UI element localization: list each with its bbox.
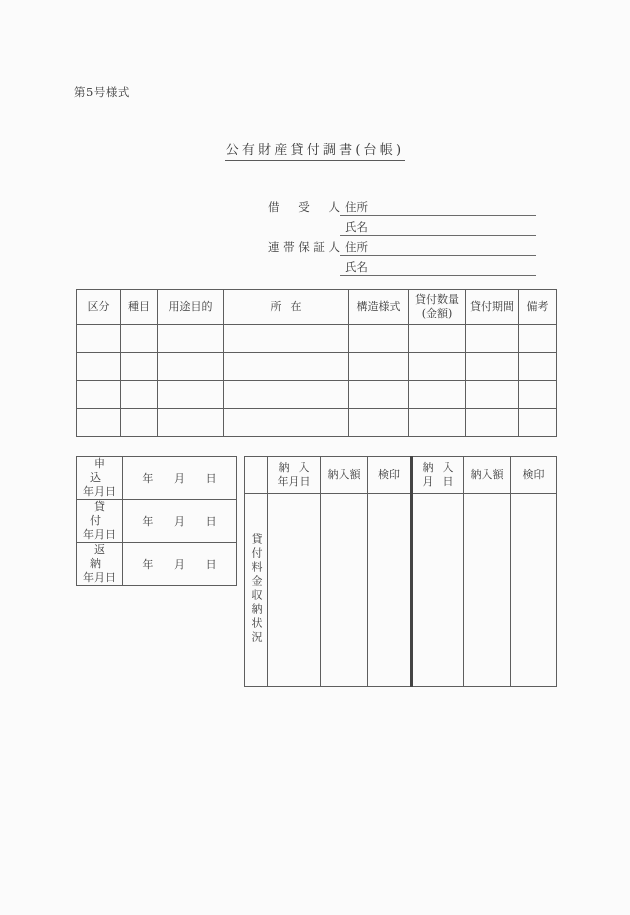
guarantor-name-label: 氏名	[345, 260, 368, 274]
cell-remarks[interactable]	[519, 325, 557, 353]
dates-label-application-line2: 年月日	[83, 485, 116, 498]
cell-purpose[interactable]	[158, 409, 224, 437]
cell-purpose[interactable]	[158, 325, 224, 353]
cell-period[interactable]	[466, 381, 519, 409]
column-header-payment-seal-a: 検印	[368, 457, 412, 494]
ymd-return-day: 日	[205, 558, 217, 571]
ymd-lending-month: 月	[173, 515, 185, 528]
column-header-payment-date-b-line1: 納入	[422, 461, 463, 474]
form-number: 第5号様式	[74, 85, 130, 99]
cell-payment-amount-a[interactable]	[321, 494, 368, 687]
column-header-payment-amount-b: 納入額	[464, 457, 511, 494]
ymd-application-year: 年	[142, 472, 154, 485]
column-header-purpose: 用途目的	[158, 290, 224, 325]
cell-period[interactable]	[466, 325, 519, 353]
column-header-payment-seal-b: 検印	[511, 457, 557, 494]
cell-purpose[interactable]	[158, 381, 224, 409]
cell-payment-seal-b[interactable]	[511, 494, 557, 687]
cell-payment-date-b[interactable]	[412, 494, 464, 687]
payments-table-header-row	[245, 457, 557, 494]
ymd-application	[123, 470, 236, 486]
property-table-header-row	[77, 290, 557, 325]
column-header-payment-date-b	[412, 457, 464, 494]
parties-section	[268, 196, 536, 276]
party-row-borrower-name	[268, 216, 536, 236]
ymd-application-day: 日	[205, 472, 217, 485]
payments-side-label: 貸付料金収納状況	[250, 532, 263, 645]
guarantor-address-field[interactable]	[340, 237, 536, 256]
borrower-name-label: 氏名	[345, 220, 368, 234]
table-row	[77, 409, 557, 437]
dates-label-application	[77, 457, 123, 500]
ymd-return	[123, 556, 236, 572]
column-header-remarks: 備考	[519, 290, 557, 325]
cell-period[interactable]	[466, 409, 519, 437]
payments-side-header-spacer	[245, 457, 268, 494]
dates-label-lending-text	[77, 500, 122, 542]
guarantor-address-label: 住所	[345, 240, 368, 254]
dates-row-return	[77, 543, 237, 586]
column-header-payment-date-a-line1: 納入	[278, 461, 319, 474]
cell-location[interactable]	[224, 325, 349, 353]
column-header-quantity-line1: 貸付数量	[415, 293, 459, 306]
dates-label-return-text	[77, 543, 122, 585]
column-header-location-text: 所在	[270, 300, 311, 313]
guarantor-name-field[interactable]	[340, 257, 536, 276]
dates-label-lending-line1: 貸付	[90, 500, 113, 527]
column-header-category: 区分	[77, 290, 121, 325]
payments-side-label-cell	[245, 494, 268, 687]
borrower-address-label: 住所	[345, 200, 368, 214]
dates-label-application-line1: 申込	[90, 457, 113, 484]
ymd-lending	[123, 513, 236, 529]
column-header-structure: 構造様式	[349, 290, 409, 325]
party-row-borrower-address	[268, 196, 536, 216]
borrower-address-field[interactable]	[340, 197, 536, 216]
cell-item-type[interactable]	[121, 353, 158, 381]
dates-value-return[interactable]	[123, 543, 237, 586]
dates-value-lending[interactable]	[123, 500, 237, 543]
cell-structure[interactable]	[349, 353, 409, 381]
cell-item-type[interactable]	[121, 381, 158, 409]
table-row	[77, 325, 557, 353]
ymd-lending-day: 日	[205, 515, 217, 528]
cell-quantity[interactable]	[409, 325, 466, 353]
cell-purpose[interactable]	[158, 353, 224, 381]
dates-label-return	[77, 543, 123, 586]
column-header-quantity-line2: (金額)	[421, 307, 453, 320]
column-header-item-type: 種目	[121, 290, 158, 325]
borrower-name-field[interactable]	[340, 217, 536, 236]
column-header-location	[224, 290, 349, 325]
party-role-guarantor: 連帯保証人	[268, 240, 340, 254]
table-row	[77, 353, 557, 381]
dates-value-application[interactable]	[123, 457, 237, 500]
page-title-text: 公有財産貸付調書(台帳)	[225, 139, 406, 161]
cell-item-type[interactable]	[121, 409, 158, 437]
dates-table	[76, 456, 237, 586]
party-role-borrower: 借受人	[268, 200, 340, 214]
page-title	[0, 139, 630, 161]
ymd-return-month: 月	[173, 558, 185, 571]
ymd-application-month: 月	[173, 472, 185, 485]
column-header-payment-date-b-line2: 月日	[422, 475, 463, 488]
dates-label-return-line2: 年月日	[83, 571, 116, 584]
party-row-guarantor-address	[268, 236, 536, 256]
payments-body-row	[245, 494, 557, 687]
cell-payment-date-a[interactable]	[268, 494, 321, 687]
cell-location[interactable]	[224, 409, 349, 437]
property-table	[76, 289, 557, 437]
payments-table	[244, 456, 557, 687]
ymd-return-year: 年	[142, 558, 154, 571]
cell-remarks[interactable]	[519, 353, 557, 381]
cell-category[interactable]	[77, 381, 121, 409]
cell-category[interactable]	[77, 353, 121, 381]
dates-row-application	[77, 457, 237, 500]
cell-remarks[interactable]	[519, 409, 557, 437]
cell-structure[interactable]	[349, 381, 409, 409]
cell-quantity[interactable]	[409, 353, 466, 381]
cell-quantity[interactable]	[409, 409, 466, 437]
dates-label-lending	[77, 500, 123, 543]
column-header-payment-amount-a: 納入額	[321, 457, 368, 494]
cell-period[interactable]	[466, 353, 519, 381]
cell-remarks[interactable]	[519, 381, 557, 409]
cell-structure[interactable]	[349, 409, 409, 437]
cell-payment-amount-b[interactable]	[464, 494, 511, 687]
cell-location[interactable]	[224, 381, 349, 409]
column-header-period: 貸付期間	[466, 290, 519, 325]
party-row-guarantor-name	[268, 256, 536, 276]
cell-category[interactable]	[77, 325, 121, 353]
dates-label-lending-line2: 年月日	[83, 528, 116, 541]
cell-location[interactable]	[224, 353, 349, 381]
cell-quantity[interactable]	[409, 381, 466, 409]
cell-category[interactable]	[77, 409, 121, 437]
ymd-lending-year: 年	[142, 515, 154, 528]
dates-label-return-line1: 返納	[90, 543, 113, 570]
column-header-payment-date-a	[268, 457, 321, 494]
table-row	[77, 381, 557, 409]
column-header-payment-date-a-line2: 年月日	[277, 475, 311, 488]
cell-payment-seal-a[interactable]	[368, 494, 412, 687]
cell-structure[interactable]	[349, 325, 409, 353]
dates-label-application-text	[77, 457, 122, 499]
dates-row-lending	[77, 500, 237, 543]
column-header-quantity	[409, 290, 466, 325]
cell-item-type[interactable]	[121, 325, 158, 353]
